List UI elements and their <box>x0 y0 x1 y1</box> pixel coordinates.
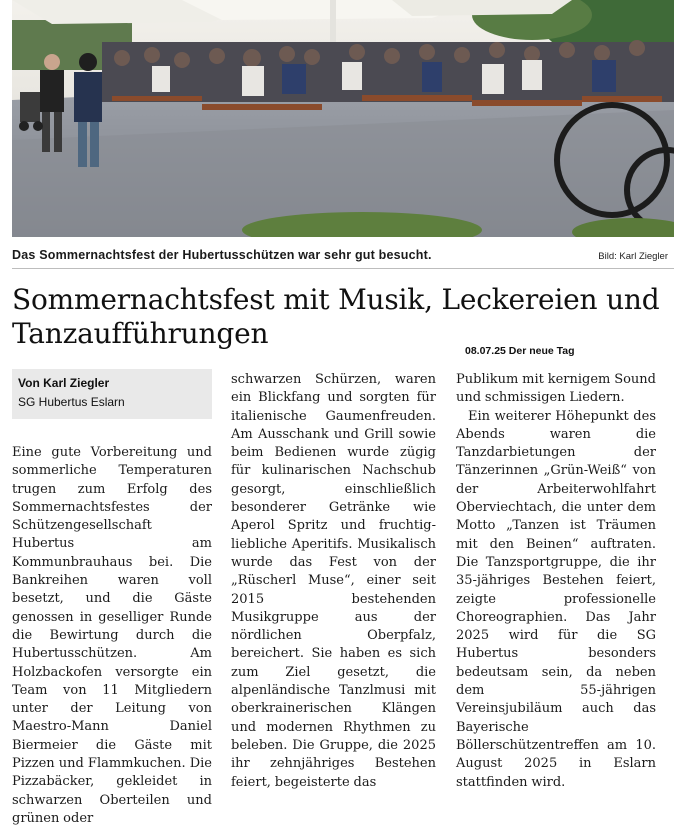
article-column-1 <box>12 444 212 828</box>
author-box <box>12 369 212 419</box>
festival-photo-illustration <box>12 0 674 237</box>
body-paragraph: schwarzen Schürzen, waren ein Blickfang und sorgten für italienische Gaumenfreuden. Am Ausschank und Grill sowie beim Bedienen wurde zügig für kulinarischen Nachschub gesorgt, einschließlich besonderer Getränke wie Aperol Spritz und fruchtig-liebliche Aperitifs. Musikalisch wurde das Fest von der „Rüscherl Muse“, einer seit 2015 bestehenden Musikgruppe aus der nördlichen Oberpfalz, bereichert. Sie haben es sich zum Ziel gesetzt, die alpenländische Tanzlmusi mit oberkrainerischen Klängen und modernen Rhythmen zu beleben. Die Gruppe, die 2025 ihr zehnjähriges Bestehen feiert, begeisterte das <box>231 372 436 790</box>
author-organization: SG Hubertus Eslarn <box>18 395 125 409</box>
body-paragraph: Publikum mit kernigem Sound und schmissigen Liedern. <box>456 372 656 406</box>
body-paragraph: Ein weiterer Höhepunkt des Abends waren die Tanzdarbietungen der Tänzerinnen „Grün-Weiß“ von der Arbeiterwohlfahrt Oberviechtach, die unter dem Motto „Tanzen ist Träumen mit den Beinen“ auftraten. Die Tanzsportgruppe, die ihr 35-jähriges Bestehen feiert, zeigte professionelle Choreographien. Das Jahr 2025 wird für die SG Hubertus besonders bedeutsam sein, da neben dem 55-jährigen Vereinsjubiläum auch das Bayerische Böllerschützentreffen am 10. August 2025 in Eslarn stattfinden wird. <box>456 408 656 790</box>
article-column-3 <box>456 371 656 792</box>
festival-photo <box>12 0 674 237</box>
photo-credit: Bild: Karl Ziegler <box>598 251 668 262</box>
photo-caption: Das Sommernachtsfest der Hubertusschützen war sehr gut besucht. <box>12 248 432 262</box>
article-column-2 <box>231 371 436 792</box>
author-name: Von Karl Ziegler <box>18 376 110 390</box>
article-headline: Sommernachtsfest mit Musik, Leckereien und Tanzaufführungen <box>12 283 660 350</box>
photo-caption-bar <box>12 246 674 269</box>
dateline: 08.07.25 Der neue Tag <box>465 345 575 357</box>
body-paragraph: Eine gute Vorbereitung und sommerliche Temperaturen trugen zum Erfolg des Sommernachtsfestes der Schützengesellschaft Hubertus am Kommunbrauhaus bei. Die Bankreihen waren voll besetzt, und die Gäste genossen in geselliger Runde die Bewirtung durch die Hubertusschützen. Am Holzbackofen versorgte ein Team von 11 Mitgliedern unter der Leitung von Maestro-Mann Daniel Biermeier die Gäste mit Pizzen und Flammkuchen. Die Pizzabäcker, gekleidet in schwarzen Oberteilen und grünen oder <box>12 445 212 826</box>
